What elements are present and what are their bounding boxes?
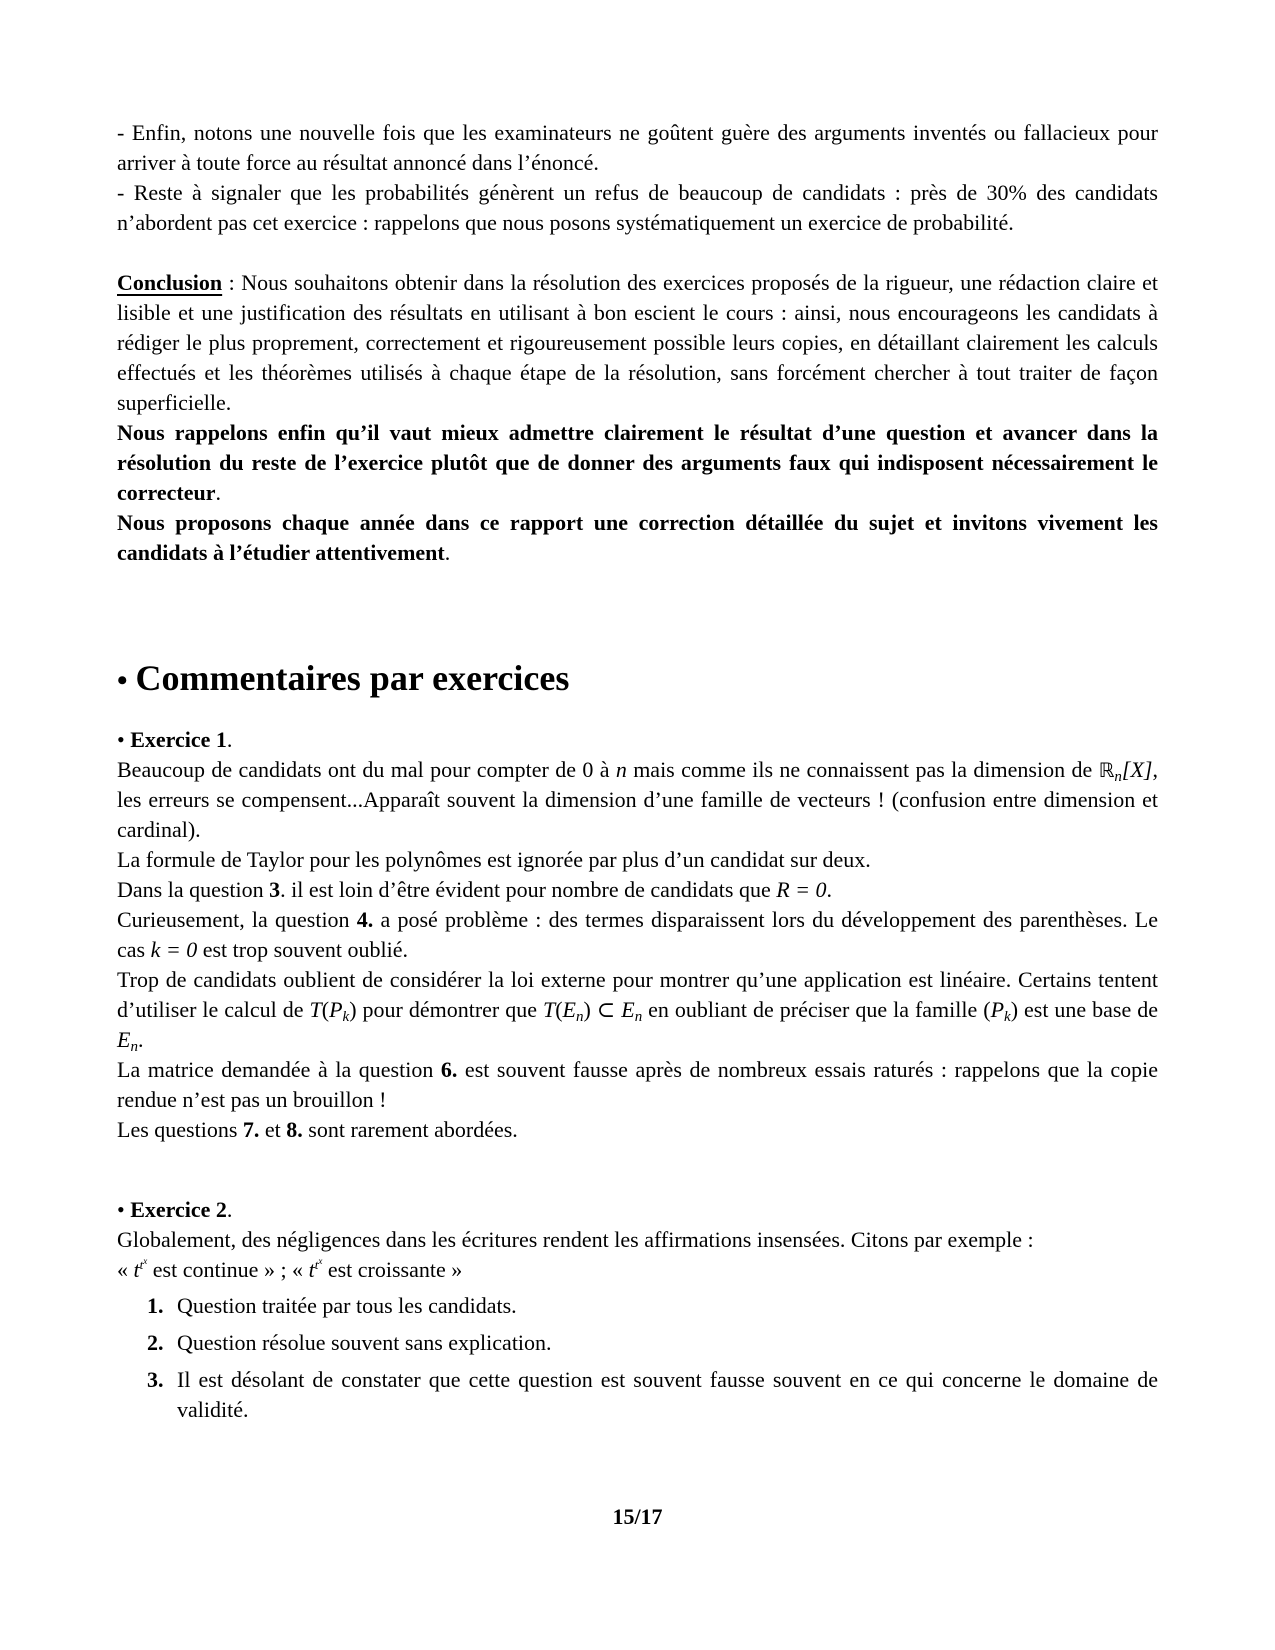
exercise-1-line-4 bbox=[117, 905, 1158, 965]
list-item bbox=[117, 1291, 1158, 1321]
exercise-1-line-1 bbox=[117, 755, 1158, 845]
section-title-text: Commentaires par exercices bbox=[135, 658, 570, 698]
exercise-2-line-2 bbox=[117, 1255, 1158, 1285]
section-title bbox=[117, 656, 1158, 703]
list-item-text: Question résolue souvent sans explication. bbox=[177, 1330, 552, 1355]
math-P: P bbox=[990, 997, 1005, 1022]
period: . bbox=[137, 1027, 144, 1052]
exercise-1-line-2: La formule de Taylor pour les polynômes est ignorée par plus d’un candidat sur deux. bbox=[117, 847, 871, 872]
text: Beaucoup de candidats ont du mal pour compter de 0 à bbox=[117, 757, 616, 782]
exercise-1-line-7 bbox=[117, 1115, 1158, 1145]
text: est continue » ; « bbox=[147, 1257, 309, 1282]
exercise-1-line-6 bbox=[117, 1055, 1158, 1115]
exercise-2-list bbox=[117, 1291, 1158, 1425]
list-item bbox=[117, 1328, 1158, 1358]
text: pour démontrer que bbox=[356, 997, 543, 1022]
exercise-2-title bbox=[117, 1195, 1158, 1225]
text: « bbox=[117, 1257, 134, 1282]
math-sub: n bbox=[130, 1039, 138, 1055]
text: a posé problème : des termes disparaissent lors du développement des parenthèses. Le cas bbox=[117, 907, 1158, 962]
exercise-1-line-5: Trop de candidats oublient de considérer la loi externe pour montrer qu’une application est linéaire. Certains tentent d’utiliser le calcul de $T(P_k)$ pour démontrer que $T(E_n)$ ⊂ $E_n$ en oubliant de préciser que la famille $(P_k)$ est une base de $E_n$. bbox=[117, 967, 1158, 1055]
exercise-1-label: Exercice 1 bbox=[130, 727, 227, 752]
list-number: 1. bbox=[147, 1293, 164, 1318]
text: sont rarement abordées. bbox=[302, 1117, 518, 1142]
list-number: 2. bbox=[147, 1330, 164, 1355]
question-ref: 4. bbox=[356, 907, 374, 932]
math-t: t bbox=[314, 1257, 319, 1272]
math-P: P bbox=[329, 997, 343, 1022]
math-expression: R = 0 bbox=[776, 877, 827, 902]
math-t: t bbox=[139, 1257, 144, 1272]
text: est souvent fausse après de nombreux essais raturés : rappelons que la copie rendue n’est pas un brouillon ! bbox=[117, 1057, 1158, 1112]
math-n: n bbox=[615, 757, 627, 782]
math-sub: k bbox=[342, 1009, 350, 1025]
bullet-icon: • bbox=[117, 727, 125, 752]
text: Dans la question bbox=[117, 877, 270, 902]
question-ref: 7. bbox=[242, 1117, 260, 1142]
page-number: 15/17 bbox=[612, 1504, 663, 1529]
text: Trop de candidats oublient de considérer la loi externe pour montrer qu’une application est linéaire. Certains tentent d’utiliser le calcul de bbox=[117, 967, 1158, 1022]
exercise-1-line-3 bbox=[117, 875, 1158, 905]
list-item bbox=[117, 1365, 1158, 1425]
exercise-2-label: Exercice 2 bbox=[130, 1197, 227, 1222]
bullet-icon: • bbox=[117, 664, 128, 697]
list-item-text: Il est désolant de constater que cette question est souvent fausse souvent en ce qui concerne le domaine de validité. bbox=[177, 1367, 1158, 1422]
question-ref: 3 bbox=[269, 877, 281, 902]
conclusion-bold-2 bbox=[117, 508, 1158, 568]
text: est croissante » bbox=[322, 1257, 463, 1282]
text: . il est loin d’être évident pour nombre de candidats que bbox=[280, 877, 777, 902]
math-t: t bbox=[308, 1257, 315, 1282]
period: . bbox=[226, 1197, 233, 1222]
text: est une base de bbox=[1018, 997, 1158, 1022]
period: . bbox=[215, 480, 222, 505]
math-sub: k bbox=[1004, 1009, 1011, 1025]
text: , les erreurs se compensent...Apparaît souvent la dimension d’une famille de vecteurs ! (confusion entre dimension et cardinal). bbox=[117, 757, 1158, 842]
math-R: ℝ bbox=[1098, 758, 1115, 782]
conclusion-bold-2-text: Nous proposons chaque année dans ce rapport une correction détaillée du sujet et invitons vivement les candidats à l’étudier attentivement bbox=[117, 510, 1158, 565]
math-x: x bbox=[318, 1256, 323, 1266]
spacer bbox=[117, 238, 1158, 268]
exercise-1-title bbox=[117, 725, 1158, 755]
math-T: T bbox=[309, 997, 322, 1022]
math-X: [X] bbox=[1121, 757, 1153, 782]
text: mais comme ils ne connaissent pas la dimension de bbox=[626, 757, 1099, 782]
math-sub: n bbox=[634, 1009, 643, 1025]
question-ref: 6. bbox=[440, 1057, 458, 1082]
conclusion-bold-1-text: Nous rappelons enfin qu’il vaut mieux admettre clairement le résultat d’une question et avancer dans la résolution du reste de l’exercice plutôt que de donner des arguments faux qui indisposent nécessairement le correcteur bbox=[117, 420, 1158, 505]
text: est trop souvent oublié. bbox=[197, 937, 409, 962]
math-E: E bbox=[562, 997, 576, 1022]
period: . bbox=[826, 877, 833, 902]
period: . bbox=[444, 540, 451, 565]
math-t: t bbox=[133, 1257, 140, 1282]
page-content bbox=[117, 118, 1158, 1432]
math-expression: k = 0 bbox=[150, 937, 198, 962]
conclusion-text: : Nous souhaitons obtenir dans la résolution des exercices proposés de la rigueur, une rédaction claire et lisible et une justification des résultats en utilisant à bon escient le cours : ainsi, nous encourageons les candidats à rédiger le plus proprement, correctement et rigoureusement possible leurs copies, en détaillant clairement les calculs effectués et les théorèmes utilisés à chaque étape de la résolution, sans forcément chercher à tout traiter de façon superficielle. bbox=[117, 270, 1158, 415]
math-sub: n bbox=[576, 1009, 584, 1025]
math-E: E bbox=[117, 1027, 131, 1052]
conclusion-paragraph bbox=[117, 268, 1158, 418]
math-T: T bbox=[542, 997, 556, 1022]
conclusion-bold-1 bbox=[117, 418, 1158, 508]
bullet-icon: • bbox=[117, 1197, 125, 1222]
list-item-text: Question traitée par tous les candidats. bbox=[177, 1293, 517, 1318]
text: Les questions bbox=[117, 1117, 243, 1142]
math-E: E bbox=[621, 997, 635, 1022]
text: Curieusement, la question bbox=[117, 907, 357, 932]
intro-paragraph-1: - Enfin, notons une nouvelle fois que les examinateurs ne goûtent guère des arguments inventés ou fallacieux pour arriver à toute force au résultat annoncé dans l’énoncé. bbox=[117, 120, 1158, 175]
text: et bbox=[259, 1117, 287, 1142]
intro-paragraph-2: - Reste à signaler que les probabilités génèrent un refus de beaucoup de candidats : près de 30% des candidats n’abordent pas cet exercice : rappelons que nous posons systématiquement un exercice de probabilité. bbox=[117, 180, 1158, 235]
exercise-2-line-1: Globalement, des négligences dans les écritures rendent les affirmations insensées. Citons par exemple : bbox=[117, 1227, 1034, 1252]
question-ref: 8. bbox=[286, 1117, 303, 1142]
math-sub: n bbox=[1114, 769, 1122, 785]
text: La matrice demandée à la question bbox=[117, 1057, 441, 1082]
text: en oubliant de préciser que la famille bbox=[642, 997, 984, 1022]
conclusion-label: Conclusion bbox=[117, 270, 223, 295]
period: . bbox=[226, 727, 233, 752]
math-x: x bbox=[143, 1256, 148, 1266]
list-number: 3. bbox=[147, 1367, 164, 1392]
